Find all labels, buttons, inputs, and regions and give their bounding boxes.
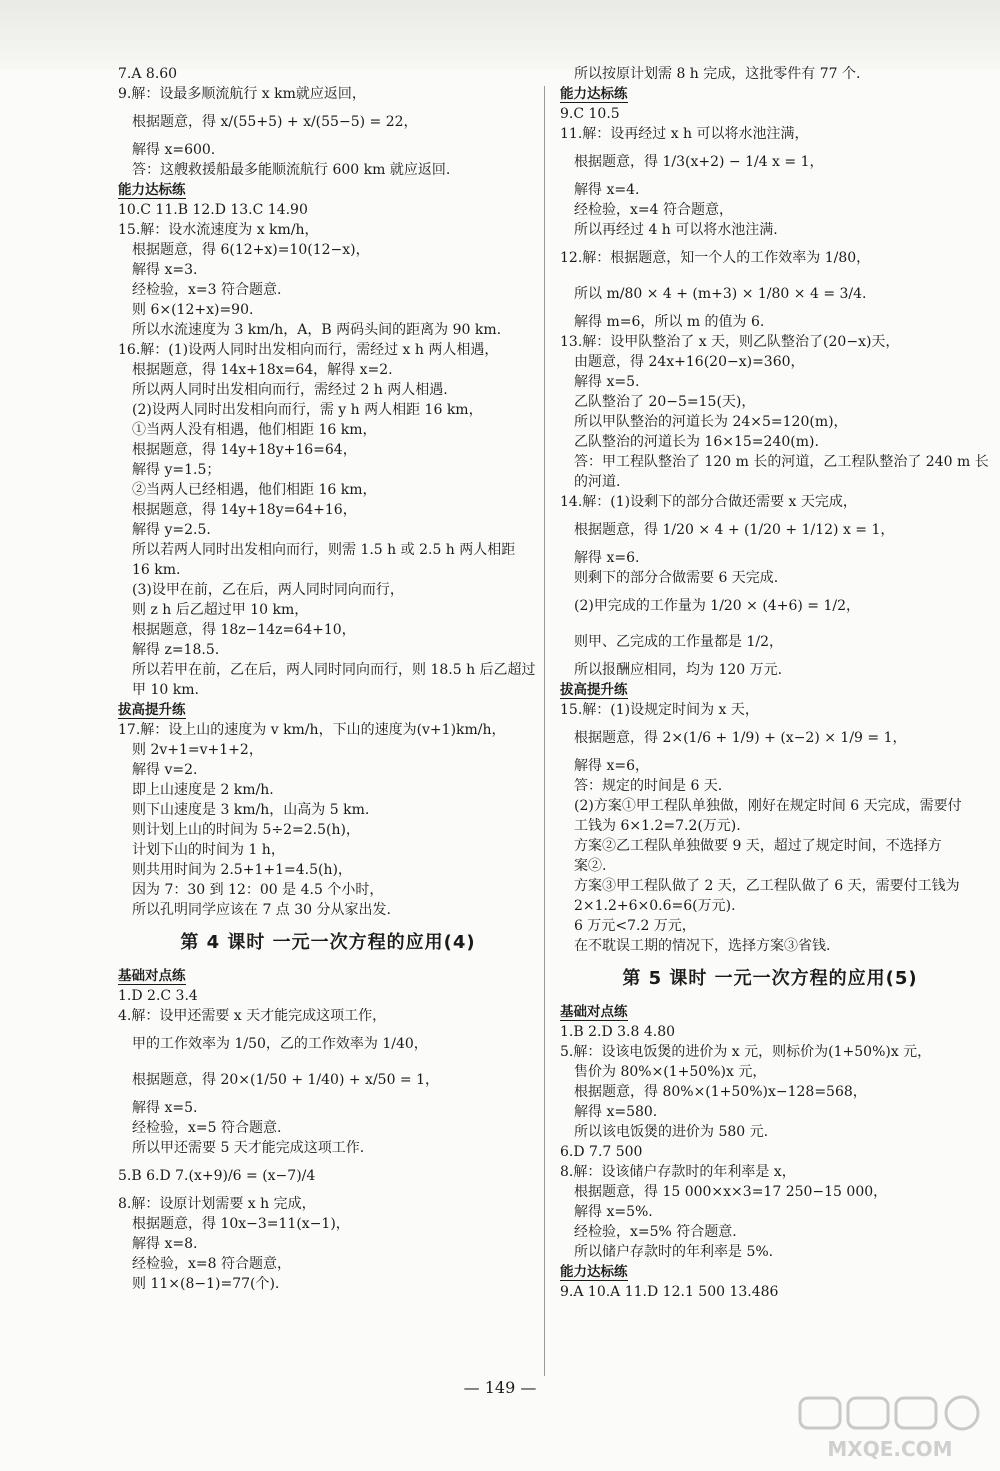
text-line: 根据题意，得 10x−3=11(x−1)，: [132, 1216, 350, 1232]
text-line: 因为 7：30 到 12：00 是 4.5 个小时，: [132, 882, 384, 898]
text-line: 乙队整治的河道长为 16×15=240(m).: [574, 434, 819, 450]
section-heading-label: 能力达标练: [560, 1264, 628, 1280]
text-line: 则 11×(8−1)=77(个).: [132, 1276, 280, 1292]
text-line: 9.C 10.5: [560, 106, 620, 122]
text-line: 乙队整治了 20−5=15(天)，: [574, 394, 756, 410]
text-line: 解得 y=1.5；: [132, 462, 221, 478]
section-heading: [560, 1002, 980, 1022]
text-line: 17.解：设上山的速度为 v km/h，下山的速度为(v+1)km/h，: [118, 722, 506, 738]
text-line: 则剩下的部分合做需要 6 天完成.: [574, 570, 779, 586]
text-line: 所以若两人同时出发相向而行，则需 1.5 h 或 2.5 h 两人相距: [132, 542, 516, 558]
text-line: 经检验，x=8 符合题意，: [132, 1256, 291, 1272]
text-line: 根据题意，得 14y+18y+16=64，: [132, 442, 357, 458]
text-line: 解得 x=5.: [132, 1100, 198, 1116]
scan-top-strip: [0, 0, 1000, 70]
text-line: 所以按原计划需 8 h 完成，这批零件有 77 个.: [574, 66, 861, 82]
text-line: 解得 x=6.: [574, 550, 640, 566]
text-line: 工钱为 6×1.2=7.2(万元).: [574, 818, 741, 834]
text-line: 根据题意，得 15 000×x×3=17 250−15 000，: [574, 1184, 888, 1200]
text-line: 15.解：(1)设规定时间为 x 天，: [560, 702, 759, 718]
text-line: 案②.: [574, 858, 607, 874]
text-line: 所以 m/80 × 4 + (m+3) × 1/80 × 4 = 3/4.: [574, 286, 867, 302]
text-line: 16 km.: [132, 562, 181, 578]
text-line: 所以再经过 4 h 可以将水池注满.: [574, 222, 778, 238]
section-heading-label: 基础对点练: [118, 968, 186, 984]
text-line: 答：规定的时间是 6 天.: [574, 778, 723, 794]
section-heading: [118, 966, 538, 986]
lesson-title: 第 4 课时 一元一次方程的应用(4): [180, 932, 476, 953]
section-heading: [118, 700, 538, 720]
text-line: (2)设两人同时出发相向而行，需 y h 两人相距 16 km，: [132, 402, 483, 418]
svg-text:MXQE.COM: MXQE.COM: [827, 1437, 953, 1461]
text-line: 方案②乙工程队单独做要 9 天，超过了规定时间，不选择方: [574, 838, 942, 854]
text-line: 在不耽误工期的情况下，选择方案③省钱.: [574, 938, 831, 954]
page-number: — 149 —: [463, 1378, 537, 1397]
text-line: 计划下山的时间为 1 h，: [132, 842, 285, 858]
text-line: 由题意，得 24x+16(20−x)=360，: [574, 354, 805, 370]
text-line: 解得 x=4.: [574, 182, 640, 198]
text-line: 经检验，x=4 符合题意，: [574, 202, 733, 218]
text-line: 根据题意，得 80%×(1+50%)x−128=568，: [574, 1084, 867, 1100]
text-line: 解得 x=580.: [574, 1104, 658, 1120]
text-line: 根据题意，得 6(12+x)=10(12−x)，: [132, 242, 370, 258]
lesson-title: 第 5 课时 一元一次方程的应用(5): [622, 968, 918, 989]
section-heading-label: 拔高提升练: [118, 702, 186, 718]
text-line: 6.D 7.7 500: [560, 1144, 643, 1160]
text-line: 答：这艘救援船最多能顺流航行 600 km 就应返回.: [132, 162, 451, 178]
text-line: 2×1.2+6×0.6=6(万元).: [574, 898, 736, 914]
text-line: 解得 x=600.: [132, 142, 216, 158]
text-line: 5.B 6.D 7.(x+9)/6 = (x−7)/4: [118, 1168, 316, 1184]
text-line: 根据题意，得 18z−14z=64+10，: [132, 622, 356, 638]
text-line: 根据题意，得 20×(1/50 + 1/40) + x/50 = 1，: [132, 1072, 440, 1088]
text-line: 8.解：设该储户存款时的年利率是 x，: [560, 1164, 796, 1180]
text-line: 所以甲队整治的河道长为 24×5=120(m)，: [574, 414, 848, 430]
text-line: (2)方案①甲工程队单独做，刚好在规定时间 6 天完成，需要付: [574, 798, 962, 814]
text-line: 1.D 2.C 3.4: [118, 988, 198, 1004]
text-line: 所以孔明同学应该在 7 点 30 分从家出发.: [132, 902, 391, 918]
section-heading-label: 能力达标练: [118, 182, 186, 198]
text-line: 11.解：设再经过 x h 可以将水池注满，: [560, 126, 809, 142]
section-heading: [560, 1262, 980, 1282]
right-column: [560, 64, 989, 1302]
text-line: 8.解：设原计划需要 x h 完成，: [118, 1196, 316, 1212]
text-line: 解得 x=5%.: [574, 1204, 653, 1220]
text-line: 10.C 11.B 12.D 13.C 14.90: [118, 202, 308, 218]
text-line: 经检验，x=5% 符合题意.: [574, 1224, 737, 1240]
text-line: 根据题意，得 2×(1/6 + 1/9) + (x−2) × 1/9 = 1，: [574, 730, 907, 746]
text-line: 12.解：根据题意，知一个人的工作效率为 1/80，: [560, 250, 871, 266]
text-line: 根据题意，得 14y+18y=64+16，: [132, 502, 357, 518]
text-line: 的河道.: [574, 474, 621, 490]
text-line: 根据题意，得 x/(55+5) + x/(55−5) = 22，: [132, 114, 418, 130]
text-line: 6 万元<7.2 万元，: [574, 918, 696, 934]
text-line: 则共用时间为 2.5+1+1=4.5(h)，: [132, 862, 352, 878]
section-heading: [560, 84, 980, 104]
text-line: 经检验，x=5 符合题意.: [132, 1120, 282, 1136]
text-line: 所以甲还需要 5 天才能完成这项工作.: [132, 1140, 365, 1156]
text-line: 9.A 10.A 11.D 12.1 500 13.486: [560, 1284, 779, 1300]
text-line: 则 z h 后乙超过甲 10 km，: [132, 602, 309, 618]
text-line: 5.解：设该电饭煲的进价为 x 元，则标价为(1+50%)x 元，: [560, 1044, 932, 1060]
text-line: 15.解：设水流速度为 x km/h，: [118, 222, 319, 238]
text-line: 即上山速度是 2 km/h.: [132, 782, 274, 798]
text-line: 解得 m=6，所以 m 的值为 6.: [574, 314, 765, 330]
column-divider: [544, 86, 545, 1376]
text-line: 7.A 8.60: [118, 66, 178, 82]
text-line: 解得 x=8.: [132, 1236, 198, 1252]
text-line: 则 6×(12+x)=90.: [132, 302, 254, 318]
section-heading-label: 基础对点练: [560, 1004, 628, 1020]
text-line: 甲 10 km.: [132, 682, 199, 698]
text-line: 13.解：设甲队整治了 x 天，则乙队整治了(20−x)天，: [560, 334, 900, 350]
text-line: 解得 x=6，: [574, 758, 649, 774]
text-line: (2)甲完成的工作量为 1/20 × (4+6) = 1/2，: [574, 598, 860, 614]
text-line: 根据题意，得 14x+18x=64，解得 x=2.: [132, 362, 393, 378]
text-line: 14.解：(1)设剩下的部分合做还需要 x 天完成，: [560, 494, 857, 510]
text-line: 解得 x=5.: [574, 374, 640, 390]
text-line: 所以水流速度为 3 km/h，A，B 两码头间的距离为 90 km.: [132, 322, 502, 338]
section-heading-label: 拔高提升练: [560, 682, 628, 698]
text-line: 1.B 2.D 3.8 4.80: [560, 1024, 676, 1040]
text-line: 4.解：设甲还需要 x 天才能完成这项工作，: [118, 1008, 387, 1024]
text-line: 16.解：(1)设两人同时出发相向而行，需经过 x h 两人相遇，: [118, 342, 499, 358]
text-line: 则甲、乙完成的工作量都是 1/2，: [574, 634, 783, 650]
section-heading: [560, 680, 980, 700]
text-line: 方案③甲工程队做了 2 天，乙工程队做了 6 天，需要付工钱为: [574, 878, 960, 894]
text-line: 所以报酬应相同，均为 120 万元.: [574, 662, 783, 678]
text-line: 根据题意，得 1/3(x+2) − 1/4 x = 1，: [574, 154, 824, 170]
text-line: 所以两人同时出发相向而行，需经过 2 h 两人相遇.: [132, 382, 448, 398]
section-heading-label: 能力达标练: [560, 86, 628, 102]
text-line: 售价为 80%×(1+50%)x 元，: [574, 1064, 767, 1080]
text-line: ②当两人已经相遇，他们相距 16 km，: [132, 482, 377, 498]
text-line: 则下山速度是 3 km/h，山高为 5 km.: [132, 802, 370, 818]
text-line: 经检验，x=3 符合题意.: [132, 282, 282, 298]
text-line: 甲的工作效率为 1/50，乙的工作效率为 1/40，: [132, 1036, 428, 1052]
text-line: 则计划上山的时间为 5÷2=2.5(h)，: [132, 822, 360, 838]
text-line: 所以储户存款时的年利率是 5%.: [574, 1244, 774, 1260]
text-line: ①当两人没有相遇，他们相距 16 km，: [132, 422, 377, 438]
text-line: 解得 x=3.: [132, 262, 198, 278]
text-line: 所以若甲在前，乙在后，两人同时同向而行，则 18.5 h 后乙超过: [132, 662, 536, 678]
text-line: 解得 z=18.5.: [132, 642, 220, 658]
watermark-logo: [790, 1392, 990, 1464]
text-line: 答：甲工程队整治了 120 m 长的河道，乙工程队整治了 240 m 长: [574, 454, 989, 470]
text-line: 所以该电饭煲的进价为 580 元.: [574, 1124, 769, 1140]
text-line: 解得 y=2.5.: [132, 522, 211, 538]
section-heading: [118, 180, 538, 200]
text-line: 9.解：设最多顺流航行 x km就应返回，: [118, 86, 366, 102]
left-column: [118, 64, 538, 1294]
text-line: (3)设甲在前，乙在后，两人同时同向而行，: [132, 582, 404, 598]
text-line: 则 2v+1=v+1+2，: [132, 742, 263, 758]
text-line: 根据题意，得 1/20 × 4 + (1/20 + 1/12) x = 1，: [574, 522, 895, 538]
text-line: 解得 v=2.: [132, 762, 198, 778]
